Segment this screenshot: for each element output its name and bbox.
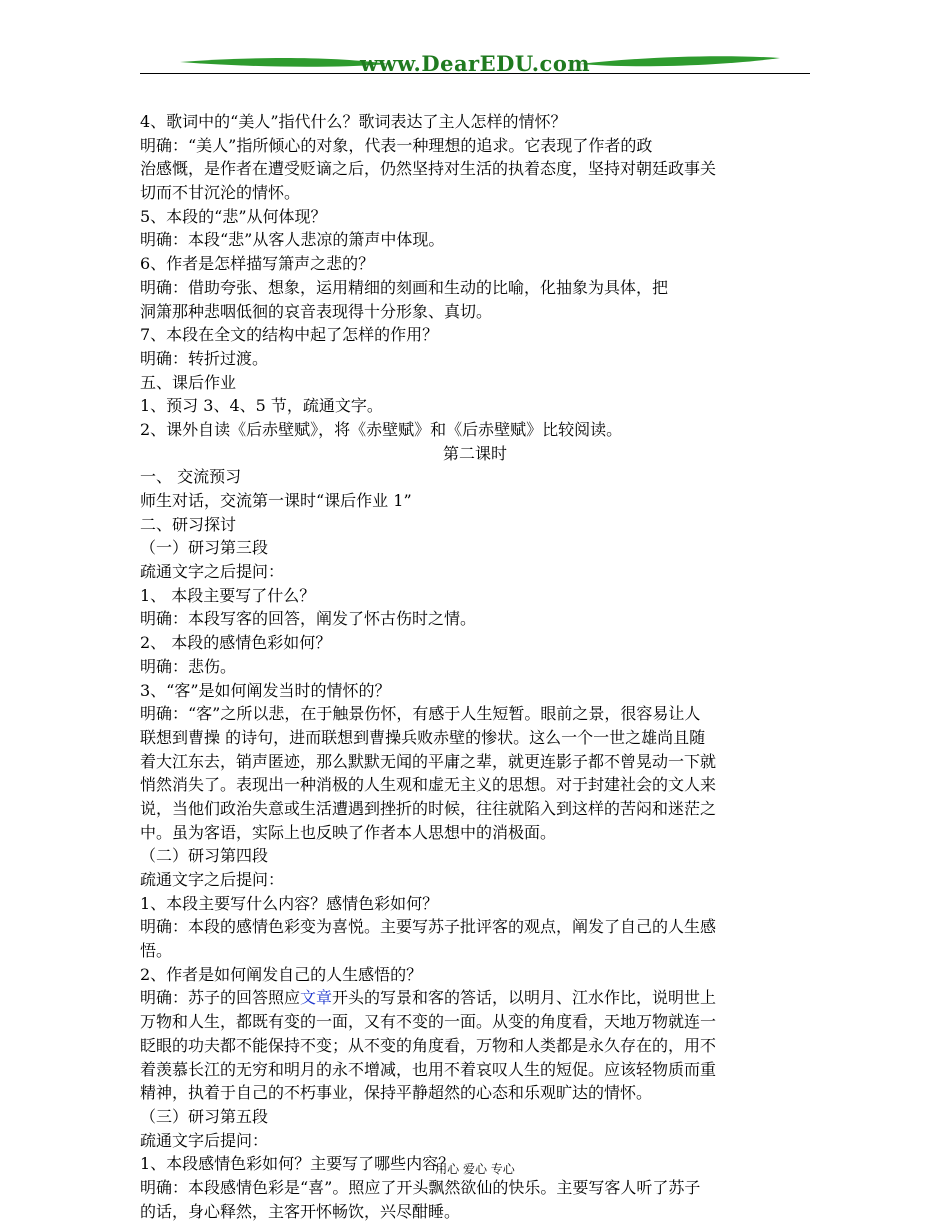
text-line-content: 7、本段在全文的结构中起了怎样的作用？ [140, 325, 439, 345]
site-url-text: www.DearEDU.com [359, 51, 591, 76]
text-line-content: 悟。 [140, 941, 173, 961]
text-line-content: 疏通文字之后提问： [140, 870, 285, 889]
text-line-content: 师生对话，交流第一课时“课后作业 1” [140, 491, 412, 510]
text-line [140, 513, 810, 537]
text-line-content: 5、本段的“悲”从何体现？ [140, 206, 327, 226]
text-line-content: 6、作者是怎样描写箫声之悲的？ [140, 254, 375, 274]
text-line-content: 明确：借助夸张、想象，运用精细的刻画和生动的比喻，化抽象为具体，把 [140, 277, 669, 297]
text-line [140, 323, 810, 347]
text-line [140, 868, 810, 892]
text-line [140, 1034, 810, 1058]
article-link[interactable]: 文章 [300, 988, 333, 1008]
text-line [140, 607, 810, 631]
text-line [140, 157, 810, 181]
text-line [140, 844, 810, 868]
text-line-content: 明确：悲伤。 [140, 656, 237, 676]
text-line-content: 疏通文字之后提问： [140, 562, 285, 582]
text-line-content: 4、歌词中的“美人”指代什么？歌词表达了主人怎样的情怀？ [140, 112, 567, 131]
text-line [140, 750, 810, 774]
text-line [140, 1105, 810, 1129]
text-line [140, 560, 810, 584]
text-line [140, 1058, 810, 1082]
text-line [140, 821, 810, 845]
text-line-content: 疏通文字后提问： [140, 1130, 269, 1150]
text-line-content: 洞箫那种悲咽低徊的哀音表现得十分形象、真切。 [140, 301, 493, 321]
text-line [140, 1010, 810, 1034]
text-line [140, 1200, 810, 1224]
text-line-content: 1、预习 3、4、5 节，疏通文字。 [140, 396, 383, 416]
text-line [140, 892, 810, 916]
text-line [140, 110, 810, 134]
text-line-content: 中。虽为客语，实际上也反映了作者本人思想中的消极面。 [140, 822, 557, 842]
text-line-content: 明确：苏子的回答照应 [140, 988, 301, 1008]
text-line [140, 726, 810, 750]
text-line-content: 明确：本段写客的回答，阐发了怀古伤时之情。 [140, 609, 477, 629]
text-line [140, 1176, 810, 1200]
text-line [140, 181, 810, 205]
text-line-content: 1、本段主要写什么内容？感情色彩如何？ [140, 893, 439, 913]
text-line-content: （三）研习第五段 [140, 1106, 269, 1126]
text-line-content: 明确：“美人”指所倾心的对象，代表一种理想的追求。它表现了作者的政 [140, 135, 653, 155]
text-line-content: 明确：本段感情色彩是“喜”。照应了开头飘然欲仙的快乐。主要写客人听了苏子 [140, 1177, 701, 1197]
text-line-content: 联想到曹操 的诗句，进而联想到曹操兵败赤壁的惨状。这么一个一世之雄尚且随 [140, 727, 706, 747]
text-line [140, 347, 810, 371]
text-line-content: 一、 交流预习 [140, 467, 242, 487]
text-line [140, 702, 810, 726]
text-line-content: 明确：“客”之所以悲，在于触景伤怀，有感于人生短暂。眼前之景，很容易让人 [140, 704, 701, 724]
text-line-content: 明确：本段的感情色彩变为喜悦。主要写苏子批评客的观点，阐发了自己的人生感 [140, 917, 717, 937]
text-line-content: 明确：本段“悲”从客人悲凉的箫声中体现。 [140, 230, 445, 250]
text-line [140, 939, 810, 963]
text-line [140, 1081, 810, 1105]
text-line-content: 说，当他们政治失意或生活遭遇到挫折的时候，往往就陷入到这样的苦闷和迷茫之 [140, 798, 717, 818]
text-line-content: 的话，身心释然，主客开怀畅饮，兴尽酣睡。 [140, 1201, 461, 1221]
text-line-content: 切而不甘沉沦的情怀。 [140, 183, 301, 203]
text-line [140, 797, 810, 821]
text-line-content: 治感慨，是作者在遭受贬谪之后，仍然坚持对生活的执着态度，坚持对朝廷政事关 [140, 159, 717, 179]
text-line [140, 631, 810, 655]
text-line-content: 明确：转折过渡。 [140, 348, 269, 368]
text-line [140, 963, 810, 987]
document-body [140, 110, 810, 1223]
text-line [140, 300, 810, 324]
text-line-content: 二、研习探讨 [140, 514, 237, 534]
text-line-content: 悄然消失了。表现出一种消极的人生观和虚无主义的思想。对于封建社会的文人来 [140, 775, 717, 795]
text-line [140, 655, 810, 679]
header-rule [140, 73, 810, 74]
text-line-content: 五、课后作业 [140, 372, 237, 392]
text-line-content: 2、课外自读《后赤壁赋》，将《赤壁赋》和《后赤壁赋》比较阅读。 [140, 419, 623, 439]
text-line [140, 1129, 810, 1153]
text-line-content: 3、“客”是如何阐发当时的情怀的？ [140, 680, 391, 700]
text-line [140, 986, 810, 1010]
text-line [140, 465, 810, 489]
text-line-content: 眨眼的功夫都不能保持不变；从不变的角度看，万物和人类都是永久存在的，用不 [140, 1035, 717, 1055]
text-line-content: 1、本段感情色彩如何？主要写了哪些内容？ [140, 1154, 455, 1174]
text-line [140, 134, 810, 158]
text-line [140, 252, 810, 276]
text-line [140, 489, 810, 513]
text-line-content: 第二课时 [442, 443, 507, 463]
text-line-content: （一）研习第三段 [140, 538, 269, 558]
text-line-content: 万物和人生，都既有变的一面，又有不变的一面。从变的角度看，天地万物就连一 [140, 1012, 717, 1032]
page-footer: 用心 爱心 专心 [435, 1162, 515, 1176]
text-line [140, 205, 810, 229]
text-line-content: 2、 本段的感情色彩如何？ [140, 633, 332, 653]
text-line-content-after: 开头的写景和客的答话，以明月、江水作比，说明世上 [332, 988, 717, 1008]
text-line [140, 276, 810, 300]
text-line-content: 精神，执着于自己的不朽事业，保持平静超然的心态和乐观旷达的情怀。 [140, 1083, 653, 1103]
text-line [140, 442, 810, 466]
text-line-content: 着羡慕长江的无穷和明月的永不增减，也用不着哀叹人生的短促。应该轻物质而重 [140, 1059, 717, 1079]
text-line [140, 584, 810, 608]
text-line [140, 679, 810, 703]
text-line [140, 228, 810, 252]
text-line [140, 773, 810, 797]
text-line [140, 915, 810, 939]
text-line [140, 371, 810, 395]
text-line-content: 2、作者是如何阐发自己的人生感悟的？ [140, 964, 423, 984]
text-line-content: 1、 本段主要写了什么？ [140, 585, 316, 605]
text-line-content: （二）研习第四段 [140, 846, 269, 866]
text-line [140, 418, 810, 442]
text-line [140, 394, 810, 418]
text-line [140, 536, 810, 560]
text-line-content: 着大江东去，销声匿迹，那么默默无闻的平庸之辈，就更连影子都不曾晃动一下就 [140, 751, 717, 771]
